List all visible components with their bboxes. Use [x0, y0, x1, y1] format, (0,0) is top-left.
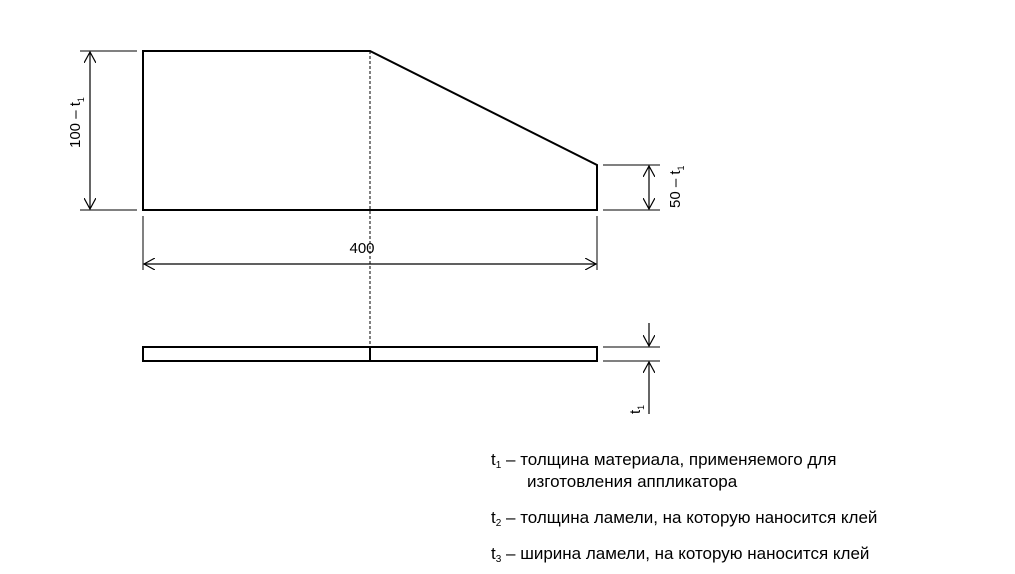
legend-text: – толщина ламели, на которую наносится клей — [501, 508, 878, 527]
left-height-dimension — [67, 51, 137, 210]
length-label: 400 — [349, 240, 375, 257]
right-height-dimension — [603, 165, 686, 210]
right-height-label: $50 - t_1$ — [667, 165, 686, 208]
legend-symbol: t — [491, 544, 496, 563]
legend-item-t2: $t_2$ – толщина ламели, на которую наносится клей — [491, 508, 878, 529]
legend-item-t3: $t_3$ – ширина ламели, на которую наносится клей — [491, 544, 870, 565]
legend-symbol: t — [491, 450, 496, 469]
thickness-dimension — [603, 323, 660, 414]
legend-item-t1: $t_1$ – толщина материала, применяемого для изготовления аппликатора — [491, 449, 961, 493]
legend-symbol: t — [491, 508, 496, 527]
legend-text: – ширина ламели, на которую наносится клей — [501, 544, 870, 563]
legend-text: – толщина материала, применяемого для — [501, 450, 837, 469]
thickness-label: $t_1$ — [627, 404, 646, 414]
legend-text-continuation: изготовления аппликатора — [527, 472, 738, 491]
left-height-label: $100 - t_1$ — [67, 97, 86, 148]
